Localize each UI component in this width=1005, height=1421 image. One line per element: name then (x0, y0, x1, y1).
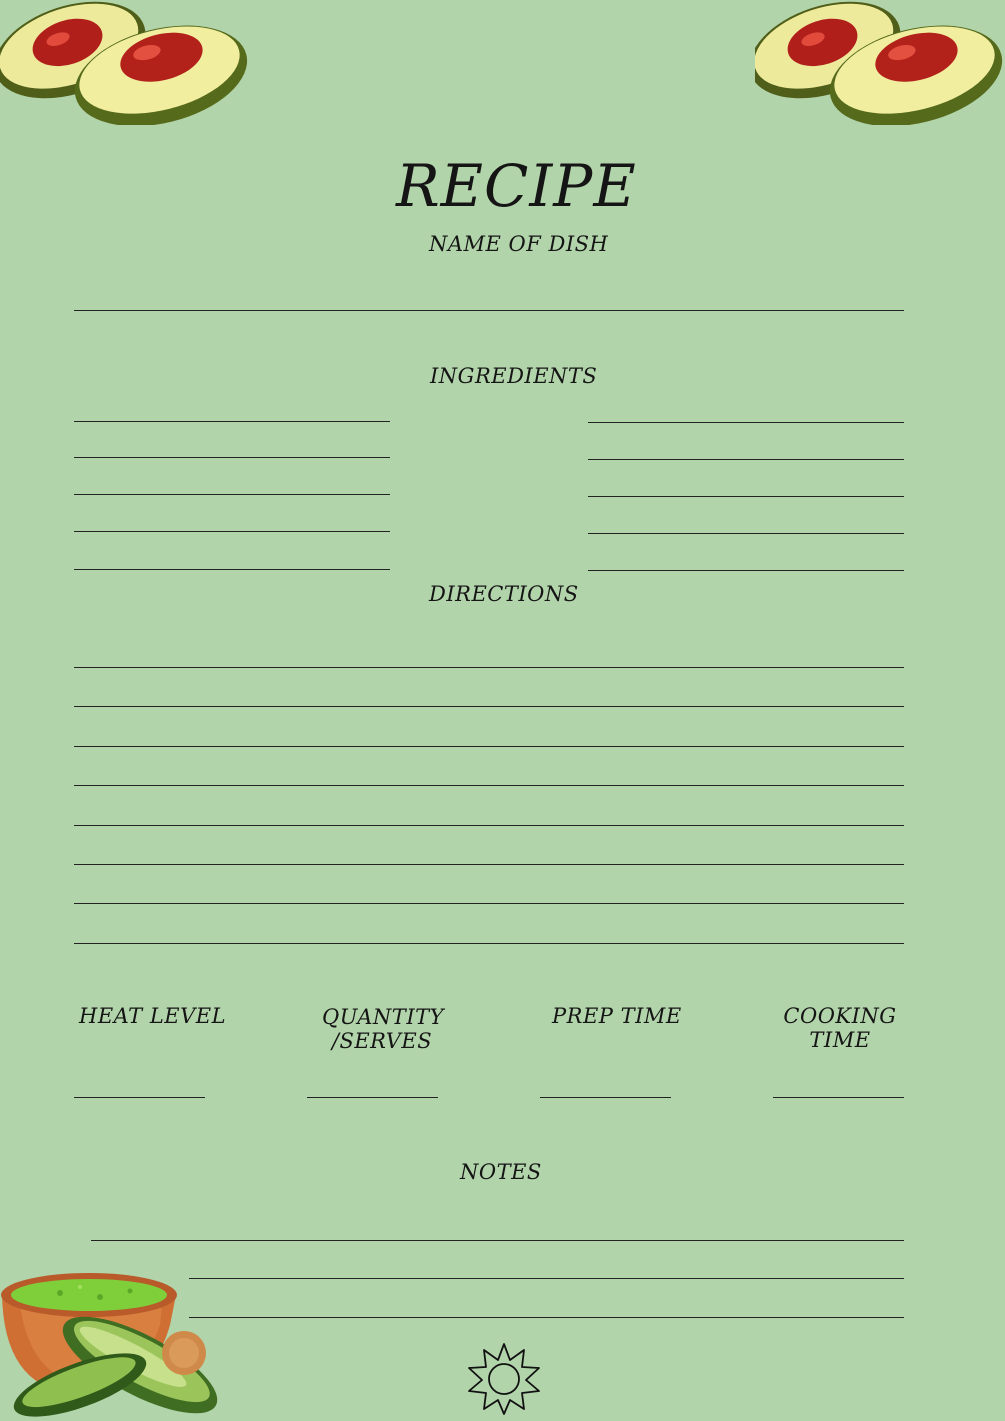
direction-line[interactable] (74, 943, 904, 944)
notes-line[interactable] (189, 1317, 904, 1318)
avocado-halves-icon-left (0, 0, 250, 125)
name-of-dish-label: NAME OF DISH (429, 232, 609, 256)
notes-line[interactable] (189, 1278, 904, 1279)
heat-level-field[interactable] (74, 1097, 205, 1098)
ingredient-line-right[interactable] (588, 422, 904, 423)
avocado-halves-icon-right (755, 0, 1005, 125)
quantity-serves-label: QUANTITY /SERVES (322, 1005, 444, 1053)
direction-line[interactable] (74, 864, 904, 865)
ingredient-line-left[interactable] (74, 421, 390, 422)
direction-line[interactable] (74, 825, 904, 826)
ingredient-line-right[interactable] (588, 570, 904, 571)
direction-line[interactable] (74, 706, 904, 707)
ingredient-line-right[interactable] (588, 533, 904, 534)
ingredient-line-left[interactable] (74, 457, 390, 458)
ingredient-line-left[interactable] (74, 569, 390, 570)
sun-flower-icon (464, 1340, 544, 1418)
page-title: RECIPE (396, 152, 637, 220)
guacamole-bowl-icon (0, 1265, 230, 1421)
ingredient-line-right[interactable] (588, 496, 904, 497)
cooking-time-label: COOKING TIME (783, 1004, 897, 1052)
ingredient-line-left[interactable] (74, 494, 390, 495)
direction-line[interactable] (74, 667, 904, 668)
notes-heading: NOTES (460, 1160, 542, 1184)
direction-line[interactable] (74, 903, 904, 904)
ingredient-line-left[interactable] (74, 531, 390, 532)
ingredients-heading: INGREDIENTS (430, 364, 598, 388)
directions-heading: DIRECTIONS (429, 582, 579, 606)
prep-time-label: PREP TIME (552, 1004, 682, 1028)
ingredient-line-right[interactable] (588, 459, 904, 460)
quantity-serves-field[interactable] (307, 1097, 438, 1098)
name-of-dish-field[interactable] (74, 310, 904, 311)
direction-line[interactable] (74, 746, 904, 747)
prep-time-field[interactable] (540, 1097, 671, 1098)
direction-line[interactable] (74, 785, 904, 786)
cooking-time-field[interactable] (773, 1097, 904, 1098)
notes-line[interactable] (91, 1240, 904, 1241)
heat-level-label: HEAT LEVEL (79, 1004, 227, 1028)
